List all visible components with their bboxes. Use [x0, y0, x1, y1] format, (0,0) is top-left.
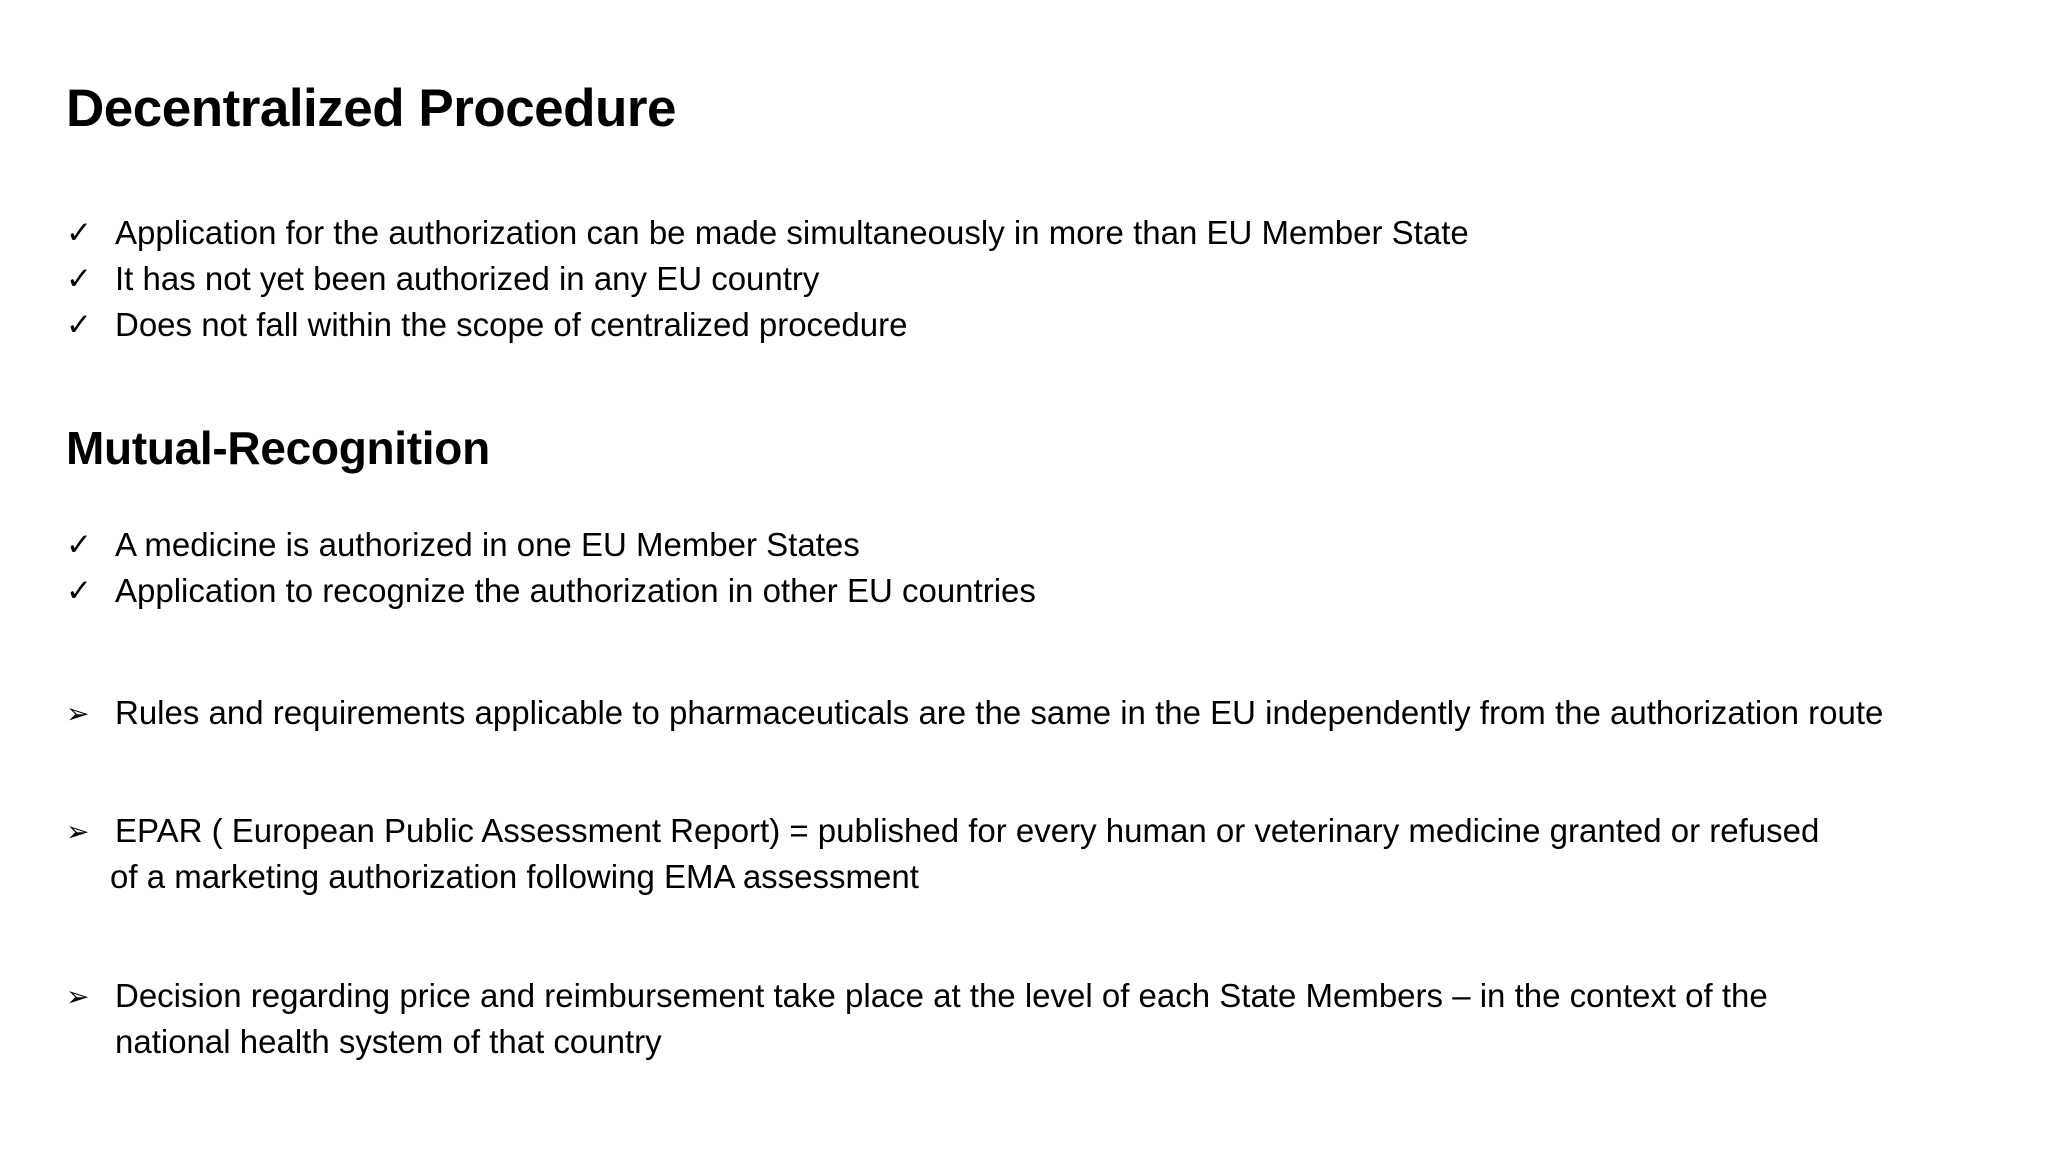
list-item-text: Application for the authorization can be made simultaneously in more than EU Member State	[115, 214, 1469, 251]
check-mark-icon: ✓	[66, 215, 92, 251]
arrowhead-bullet-icon: ➢	[66, 697, 90, 730]
decision-bullet	[66, 973, 2026, 1065]
epar-text-line2: of a marketing authorization following EMA assessment	[110, 858, 919, 895]
list-item-text: Does not fall within the scope of centralized procedure	[115, 306, 908, 343]
list-item	[66, 302, 1469, 348]
list-item	[66, 210, 1469, 256]
rules-bullet	[66, 690, 2026, 736]
rules-text: Rules and requirements applicable to pharmaceuticals are the same in the EU independently from the authorization route	[115, 694, 1884, 731]
arrowhead-bullet-icon: ➢	[66, 815, 90, 848]
list-item	[66, 568, 1036, 614]
arrowhead-bullet-icon: ➢	[66, 980, 90, 1013]
check-mark-icon: ✓	[66, 527, 92, 563]
epar-bullet	[66, 808, 2026, 900]
check-mark-icon: ✓	[66, 307, 92, 343]
list-item	[66, 522, 1036, 568]
decision-text-line1: Decision regarding price and reimbursement take place at the level of each State Members – in the context of the	[115, 977, 1768, 1014]
list-item-text: It has not yet been authorized in any EU country	[115, 260, 820, 297]
check-mark-icon: ✓	[66, 261, 92, 297]
list-item	[66, 256, 1469, 302]
heading-decentralized-procedure: Decentralized Procedure	[66, 79, 677, 138]
list-item-text: Application to recognize the authorization in other EU countries	[115, 572, 1036, 609]
check-mark-icon: ✓	[66, 573, 92, 609]
heading-mutual-recognition: Mutual-Recognition	[66, 422, 490, 474]
list-item-text: A medicine is authorized in one EU Member States	[115, 526, 860, 563]
decentralized-list	[66, 210, 1469, 348]
decision-text-line2: national health system of that country	[115, 1023, 662, 1060]
epar-text-line1: EPAR ( European Public Assessment Report) = published for every human or veterinary medicine granted or refused	[115, 812, 1820, 849]
mutual-recognition-list	[66, 522, 1036, 614]
